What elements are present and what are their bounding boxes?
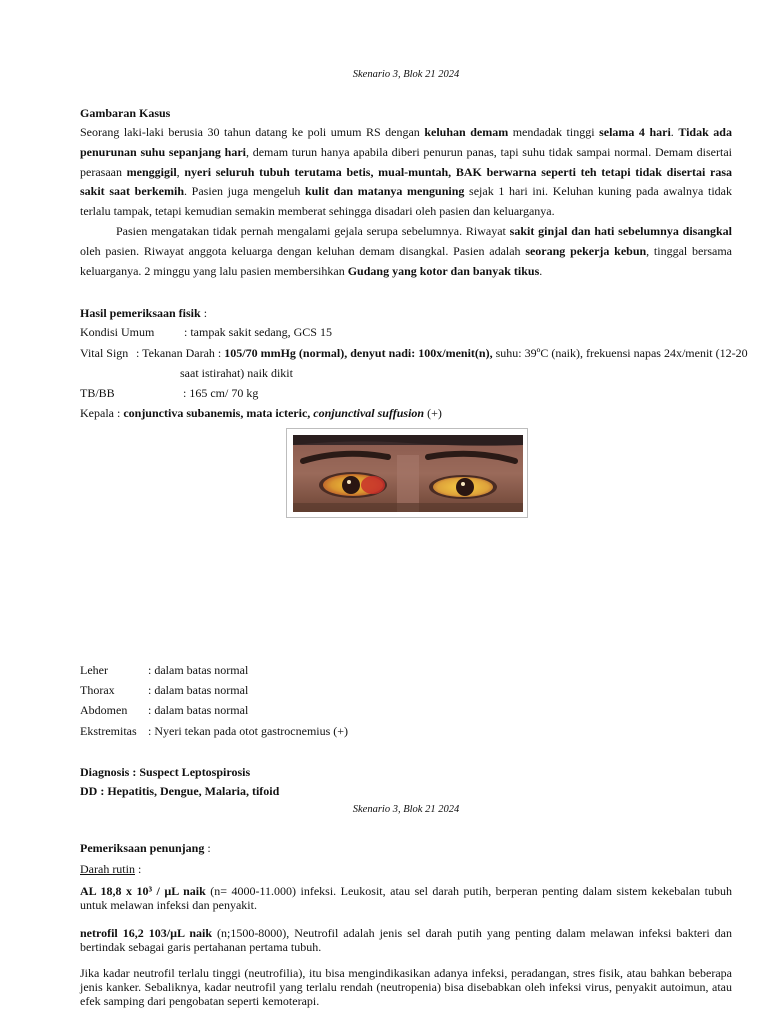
leher-row: Leher : dalam batas normal: [80, 663, 249, 677]
darah-rutin-label: Darah rutin :: [80, 862, 142, 876]
diagnosis-row: Diagnosis : Suspect Leptospirosis: [80, 765, 251, 779]
vital-sign-continuation: saat istirahat) naik dikit: [180, 366, 293, 380]
case-paragraph-2: Pasien mengatakan tidak pernah mengalami gejala serupa sebelumnya. Riwayat sakit ginjal dan hati sebelumnya disangkal oleh pasien. Riwayat anggota keluarga dengan keluhan demam disangkal. Pasien adalah seorang pekerja kebun, tinggal bersama keluarganya. 2 minggu yang lalu pasien membersihkan Gudang yang kotor dan banyak tikus.: [80, 224, 733, 278]
vital-sign-row: Vital Sign : Tekanan Darah : 105/70 mmHg (normal), denyut nadi: 100x/menit(n), suhu: 39ºC (naik), frekuensi napas 24x/menit (12-20: [80, 346, 748, 360]
case-paragraph-1: Seorang laki-laki berusia 30 tahun datang ke poli umum RS dengan keluhan demam mendadak tinggi selama 4 hari. Tidak ada penurunan suhu sepanjang hari, demam turun hanya apabila diberi penurun panas, tapi suhu tidak sampai normal. Demam disertai perasaan menggigil, nyeri seluruh tubuh terutama betis, mual-muntah, BAK berwarna seperti teh tetapi tidak disertai rasa sakit saat berkemih. Pasien juga mengeluh kulit dan matanya menguning sejak 1 hari ini. Keluhan kuning pada awalnya tidak terlalu tampak, tetapi kemudian semakin memberat sehingga disadari oleh pasien dan keluarganya.: [80, 125, 733, 219]
eyes-photo: [286, 428, 528, 518]
ekstremitas-row: Ekstremitas : Nyeri tekan pada otot gastrocnemius (+): [80, 724, 349, 738]
page-header-2: Skenario 3, Blok 21 2024: [352, 804, 460, 815]
abdomen-row: Abdomen : dalam batas normal: [80, 703, 249, 717]
tb-bb-row: TB/BB : 165 cm/ 70 kg: [80, 386, 259, 400]
kepala-row: Kepala : conjunctiva subanemis, mata icteric, conjunctival suffusion (+): [80, 406, 442, 420]
jaundiced-eyes-image: [293, 435, 523, 512]
kondisi-umum-row: Kondisi Umum : tampak sakit sedang, GCS 15: [80, 325, 332, 339]
neutrophil-explanation: Jika kadar neutrofil terlalu tinggi (neutrofilia), itu bisa mengindikasikan adanya infeksi, peradangan, stres fisik, atau bahkan beberapa jenis kanker. Sebaliknya, kadar neutrofil yang terlalu rendah (neutropenia) bisa disebabkan oleh infeksi virus, penyakit autoimun, atau efek samping dari pengobatan seperti kemoterapi.: [80, 966, 732, 1008]
supporting-exam-title: Pemeriksaan penunjang :: [80, 841, 211, 855]
leukocyte-result: AL 18,8 x 10³ / µL naik (n= 4000-11.000) infeksi. Leukosit, atau sel darah putih, berperan penting dalam sistem kekebalan tubuh untuk melawan infeksi dan penyakit.: [80, 884, 732, 912]
case-title: Gambaran Kasus: [80, 106, 171, 120]
physical-exam-title: Hasil pemeriksaan fisik :: [80, 306, 208, 320]
differential-diagnosis: DD : Hepatitis, Dengue, Malaria, tifoid: [80, 784, 280, 798]
thorax-row: Thorax : dalam batas normal: [80, 683, 249, 697]
neutrophil-result: netrofil 16,2 103/µL naik (n;1500-8000), Neutrofil adalah jenis sel darah putih yang penting dalam melawan infeksi bakteri dan bertindak sebagai garis pertahanan pertama tubuh.: [80, 926, 732, 954]
page-header: Skenario 3, Blok 21 2024: [352, 69, 460, 80]
